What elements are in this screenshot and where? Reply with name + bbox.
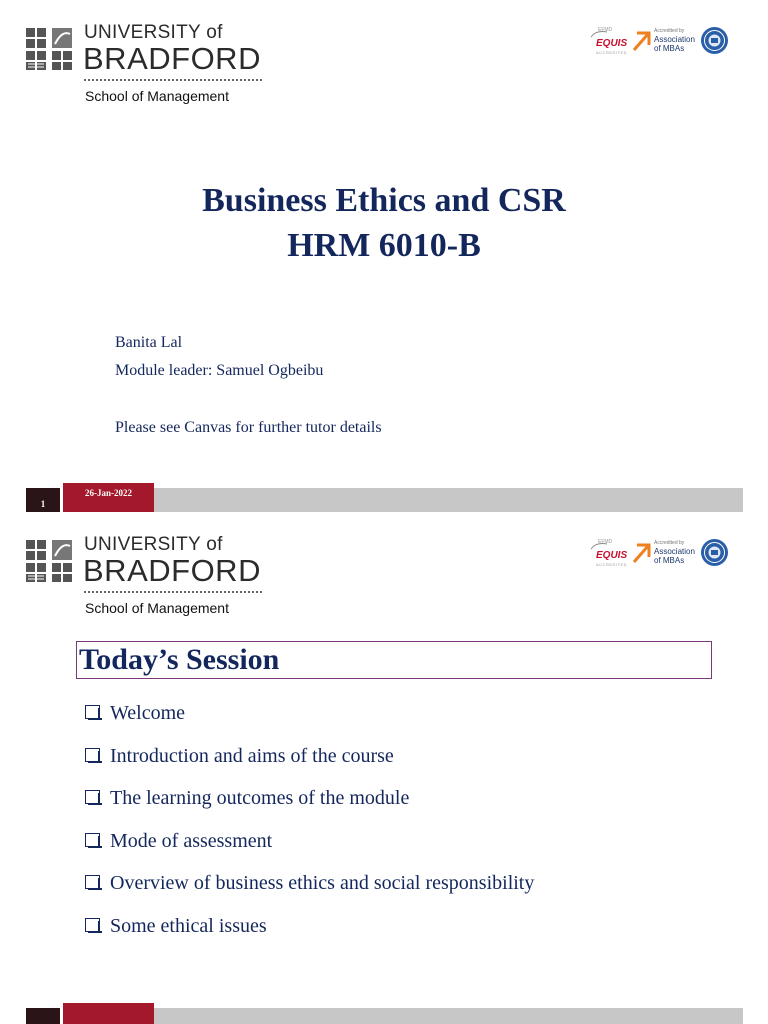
equis-efmd-text: EFMD (598, 27, 613, 33)
agenda-item-label: Welcome (110, 702, 186, 724)
amba-line-1: Association (654, 35, 695, 44)
amba-logo (632, 538, 695, 572)
agenda-item (84, 743, 534, 786)
slide-date: 26-Jan-2022 (63, 483, 154, 512)
module-leader: Module leader: Samuel Ogbeibu (115, 362, 324, 379)
logo-school-text: School of Management (85, 600, 229, 616)
checkbox-icon (85, 875, 100, 889)
agenda-item (84, 785, 534, 828)
amba-arrow-icon (632, 542, 652, 564)
agenda-list (84, 700, 534, 955)
amba-name-text (654, 547, 695, 565)
equis-accredited-text: ACCREDITED (596, 50, 628, 55)
checkbox-icon (85, 705, 100, 719)
slide-number (26, 1008, 60, 1024)
logo-university-text: UNIVERSITY of (84, 22, 223, 43)
agenda-item (84, 700, 534, 743)
equis-accredited-text: ACCREDITED (596, 562, 628, 567)
equis-swoosh-icon (590, 542, 608, 550)
slide-title-line-1: Business Ethics and CSR (202, 182, 566, 219)
equis-text: EQUIS (596, 550, 628, 561)
equis-logo (588, 539, 628, 569)
university-logo (24, 20, 264, 108)
slide-footer (26, 1008, 743, 1024)
equis-logo (588, 27, 628, 57)
slide-date (63, 1003, 154, 1024)
amba-line-2: of MBAs (654, 44, 685, 53)
amba-line-1: Association (654, 547, 695, 556)
checkbox-icon (85, 748, 100, 762)
university-crest-icon (24, 538, 74, 584)
agenda-item (84, 913, 534, 956)
agenda-item-label: Overview of business ethics and social responsibility (110, 872, 535, 894)
amba-name-text (654, 35, 695, 53)
aacsb-seal-icon (700, 26, 729, 55)
agenda-item-label: Mode of assessment (110, 829, 273, 852)
session-title: Today’s Session (79, 643, 280, 676)
agenda-item (84, 828, 534, 871)
university-logo (24, 532, 264, 620)
slide-2 (0, 512, 768, 1024)
logo-school-text: School of Management (85, 88, 229, 104)
session-title-box (76, 641, 712, 679)
agenda-item (84, 870, 534, 913)
equis-text: EQUIS (596, 38, 628, 49)
accreditation-logos (588, 26, 733, 60)
footer-grey-bar (154, 1008, 743, 1024)
logo-divider (84, 79, 262, 81)
checkbox-icon (85, 918, 100, 932)
amba-line-2: of MBAs (654, 556, 685, 565)
checkbox-icon (85, 833, 100, 847)
aacsb-seal-icon (700, 538, 729, 567)
slide-number: 1 (26, 488, 60, 512)
amba-accredited-text: Accredited by (654, 540, 685, 546)
canvas-note: Please see Canvas for further tutor details (115, 419, 382, 436)
amba-accredited-text: Accredited by (654, 28, 685, 34)
footer-grey-bar (154, 488, 743, 512)
equis-swoosh-icon (590, 30, 608, 38)
slide-title-line-2: HRM 6010-B (287, 227, 481, 264)
logo-university-text: UNIVERSITY of (84, 534, 223, 555)
logo-bradford-text: BRADFORD (83, 553, 261, 588)
agenda-item-label: The learning outcomes of the module (110, 787, 410, 809)
logo-divider (84, 591, 262, 593)
checkbox-icon (85, 790, 100, 804)
agenda-item-label: Introduction and aims of the course (110, 744, 394, 767)
agenda-item-label: Some ethical issues (110, 914, 267, 937)
slide-footer (26, 488, 743, 512)
presenter-name: Banita Lal (115, 334, 183, 351)
equis-efmd-text: EFMD (598, 539, 613, 545)
university-crest-icon (24, 26, 74, 72)
amba-arrow-icon (632, 30, 652, 52)
amba-logo (632, 26, 695, 60)
accreditation-logos (588, 538, 733, 572)
logo-bradford-text: BRADFORD (83, 41, 261, 76)
